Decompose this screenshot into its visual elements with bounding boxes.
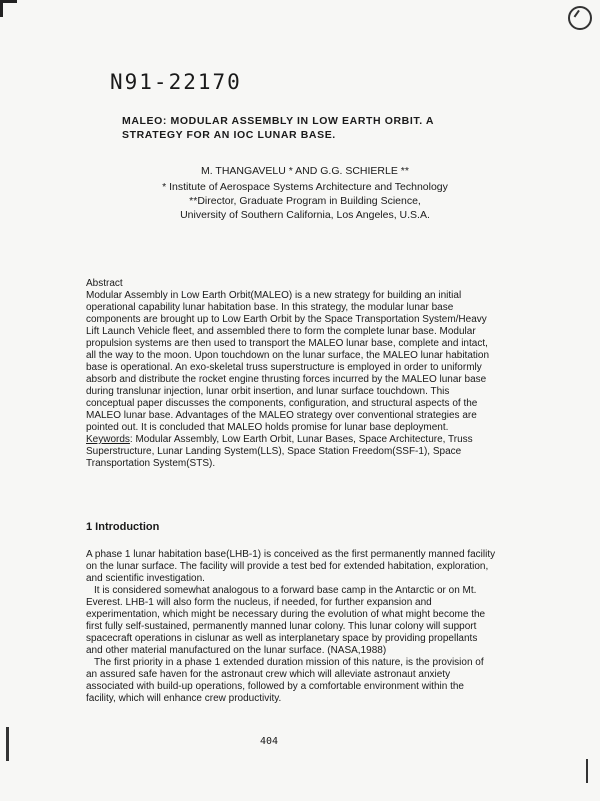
affiliation-line: University of Southern California, Los Angeles, U.S.A. xyxy=(180,209,430,221)
affiliation-line: **Director, Graduate Program in Building Science, xyxy=(189,195,421,207)
author-block xyxy=(140,164,470,222)
affiliation-line: * Institute of Aerospace Systems Architecture and Technology xyxy=(162,181,448,193)
introduction-section xyxy=(86,549,496,705)
scan-stamp-icon xyxy=(568,6,592,30)
abstract-heading: Abstract xyxy=(86,278,123,289)
author-names: M. THANGAVELU * AND G.G. SCHIERLE ** xyxy=(201,165,409,177)
abstract-body: Modular Assembly in Low Earth Orbit(MALEO) is a new strategy for building an initial operational capability lunar habitation base. In this strategy, the modular lunar base components are brought up to Low Earth Orbit by the Space Transportation System/Heavy Lift Launch Vehicle fleet, and assembled there to form the complete lunar base. Modular propulsion systems are then used to transport the MALEO lunar base, complete and intact, all the way to the moon. Upon touchdown on the lunar surface, the MALEO lunar habitation base is operational. An exo-skeletal truss superstructure is employed in order to uniformly absorb and distribute the rocket engine thrusting forces incurred by the MALEO lunar base during translunar injection, lunar orbit insertion, and lunar surface touchdown. This conceptual paper discusses the components, configuration, and structural aspects of the MALEO lunar base. Advantages of the MALEO strategy over conventional strategies are pointed out. It is concluded that MALEO holds promise for lunar base deployment. xyxy=(86,290,490,433)
section-heading-introduction: 1 Introduction xyxy=(86,521,160,533)
keywords-paragraph xyxy=(86,434,496,470)
body-paragraph: The first priority in a phase 1 extended duration mission of this nature, is the provision of an assured safe haven for the astronaut crew which will alleviate astronaut anxiety associated with build-up operations, followed by a comfortable environment within the facility, which will enhance crew productivity. xyxy=(86,657,484,704)
keywords-text: : Modular Assembly, Low Earth Orbit, Lunar Bases, Space Architecture, Truss Superstructure, Lunar Landing System(LLS), Space Station Freedom(SSF-1), Space Transportation System(STS). xyxy=(86,434,473,469)
scan-edge-mark xyxy=(6,727,9,761)
accession-number: N91-22170 xyxy=(110,70,242,94)
scan-edge-mark xyxy=(586,759,588,783)
abstract-section xyxy=(86,278,496,470)
paper-title: MALEO: MODULAR ASSEMBLY IN LOW EARTH ORBIT. A STRATEGY FOR AN IOC LUNAR BASE. xyxy=(122,115,435,141)
body-paragraph: A phase 1 lunar habitation base(LHB-1) is conceived as the first permanently manned facility on the lunar surface. The facility will provide a test bed for extended habitation, exploration, and scientific investigation. xyxy=(86,549,496,584)
keywords-label: Keywords xyxy=(86,434,130,445)
page-number: 404 xyxy=(260,736,279,747)
scan-corner-mark xyxy=(0,0,17,17)
body-paragraph: It is considered somewhat analogous to a forward base camp in the Antarctic or on Mt. Everest. LHB-1 will also form the nucleus, if needed, for further expansion and experimentation, which might be necessary during the evolution of what might become the first fully self-sustained, permanently manned lunar colony. This lunar colony will support spacecraft operations in cislunar as well as interplanetary space by providing propellants and other material manufactured on the lunar surface. (NASA,1988) xyxy=(86,585,486,656)
